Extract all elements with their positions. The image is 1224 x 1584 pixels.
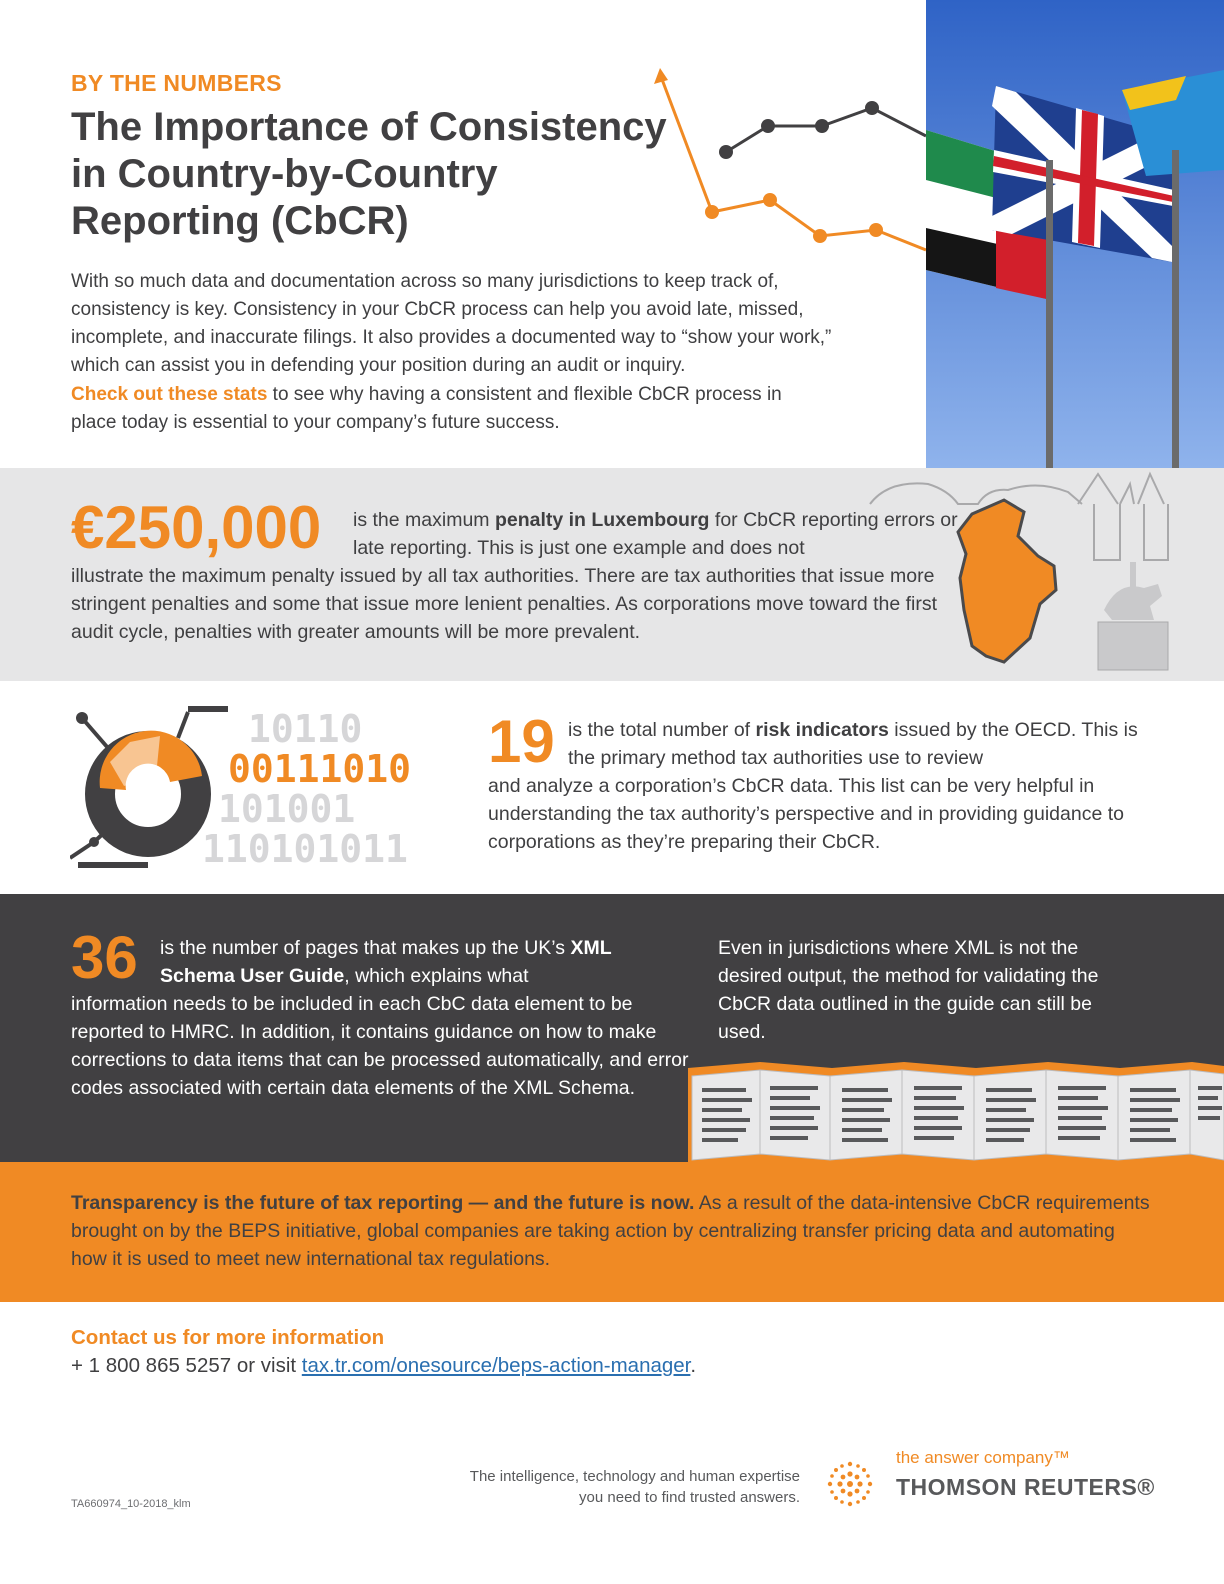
binary-line: 101001: [218, 787, 356, 831]
eyebrow: BY THE NUMBERS: [71, 70, 282, 96]
dark-point: [815, 119, 829, 133]
tagline: [430, 1466, 800, 1508]
thomson-reuters-logo-icon: [822, 1456, 878, 1512]
uk-text-body: information needs to be included in each CbC data element to be reported to HMRC. In addition, it contains guidance on how to make corrections to data items that can be processed automatically, and error codes associated with certain data elements of the XML Schema.: [71, 993, 689, 1099]
text-fragment: .: [690, 1354, 697, 1377]
stat-number-36: 36: [71, 924, 138, 991]
tagline-line: The intelligence, technology and human expertise: [469, 1468, 800, 1485]
binary-line: 110101011: [202, 827, 408, 871]
phone-text: + 1 800 865 5257 or visit: [71, 1354, 302, 1377]
uk-right-text: Even in jurisdictions where XML is not the desired output, the method for validating the CbCR data outlined in the guide can still be used.: [718, 937, 1099, 1043]
contact-line: [71, 1354, 696, 1378]
orange-trend-line: [660, 74, 926, 250]
answer-company-tagline: the answer company™: [896, 1448, 1070, 1467]
oecd-bold: risk indicators: [755, 719, 889, 741]
luxembourg-text-body: illustrate the maximum penalty issued by all tax authorities. There are tax authorities that issue more stringent penalties and some that issue more lenient penalties. As corporations move toward the first audit cycle, penalties with greater amounts will be more prevalent.: [71, 565, 938, 643]
tagline-line: you need to find trusted answers.: [579, 1489, 800, 1506]
cta-rest: to see why having a consistent and flexible CbCR process in place today is essential to your company’s future success.: [71, 384, 782, 433]
cta-highlight: Check out these stats: [71, 384, 268, 405]
orange-point: [705, 205, 719, 219]
flags-photo: [926, 0, 1224, 468]
trend-lines-graphic: [650, 60, 926, 260]
orange-point: [869, 223, 883, 237]
dark-point: [865, 101, 879, 115]
page-title: The Importance of Consistency in Country-by-Country Reporting (CbCR): [71, 105, 667, 243]
text-fragment: As a result of the data-intensive CbCR requirements brought on by the BEPS initiative, global companies are taking action by centralizing transfer pricing data and automating how it is used to meet new international tax regulations.: [71, 1192, 1150, 1270]
contact-heading: Contact us for more information: [71, 1326, 385, 1349]
beps-link[interactable]: tax.tr.com/onesource/beps-action-manager: [301, 1354, 691, 1377]
text-fragment: for CbCR reporting errors or late reporting. This is just one example and does not: [353, 509, 958, 559]
luxembourg-text-lead: [353, 506, 973, 562]
text-fragment: is the total number of: [568, 719, 756, 741]
oecd-text-body: and analyze a corporation’s CbCR data. This list can be very helpful in understanding the tax authority’s perspective and in providing guidance to corporations as they’re preparing their CbCR.: [488, 775, 1124, 853]
cta-paragraph: [71, 381, 831, 437]
orange-point: [813, 229, 827, 243]
document-code: TA660974_10-2018_klm: [71, 1498, 191, 1510]
brand-name: THOMSON REUTERS®: [896, 1474, 1155, 1500]
text-fragment: is the maximum: [353, 509, 495, 531]
transparency-bold: Transparency is the future of tax reporting — and the future is now.: [71, 1192, 695, 1214]
binary-line: 10110: [248, 707, 363, 751]
text-fragment: , which explains what: [344, 965, 529, 987]
luxembourg-bold: penalty in Luxembourg: [494, 509, 710, 531]
orange-point: [763, 193, 777, 207]
dark-point: [719, 145, 733, 159]
text-fragment: is the number of pages that makes up the UK’s: [160, 937, 571, 959]
binary-line: 00111010: [228, 747, 412, 791]
folded-document-graphic: [688, 1060, 1224, 1162]
oecd-text-lead: [568, 716, 1168, 772]
dark-point: [761, 119, 775, 133]
uk-text-lead: [160, 934, 680, 990]
uk-bold: XML Schema User Guide: [160, 937, 612, 987]
intro-paragraph: With so much data and documentation across so many jurisdictions to keep track of, consistency is key. Consistency in your CbCR process can help you avoid late, missed, incomplete, and inaccurate filings. It also provides a documented way to “show your work,” which can assist you in defending your position during an audit or inquiry.: [71, 271, 832, 376]
transparency-text: [71, 1189, 1151, 1273]
text-fragment: issued by the OECD. This is the primary method tax authorities use to review: [568, 719, 1138, 769]
stat-number-19: 19: [488, 708, 555, 775]
orange-arrow-head: [654, 68, 668, 84]
stat-number-250000: €250,000: [71, 494, 322, 561]
